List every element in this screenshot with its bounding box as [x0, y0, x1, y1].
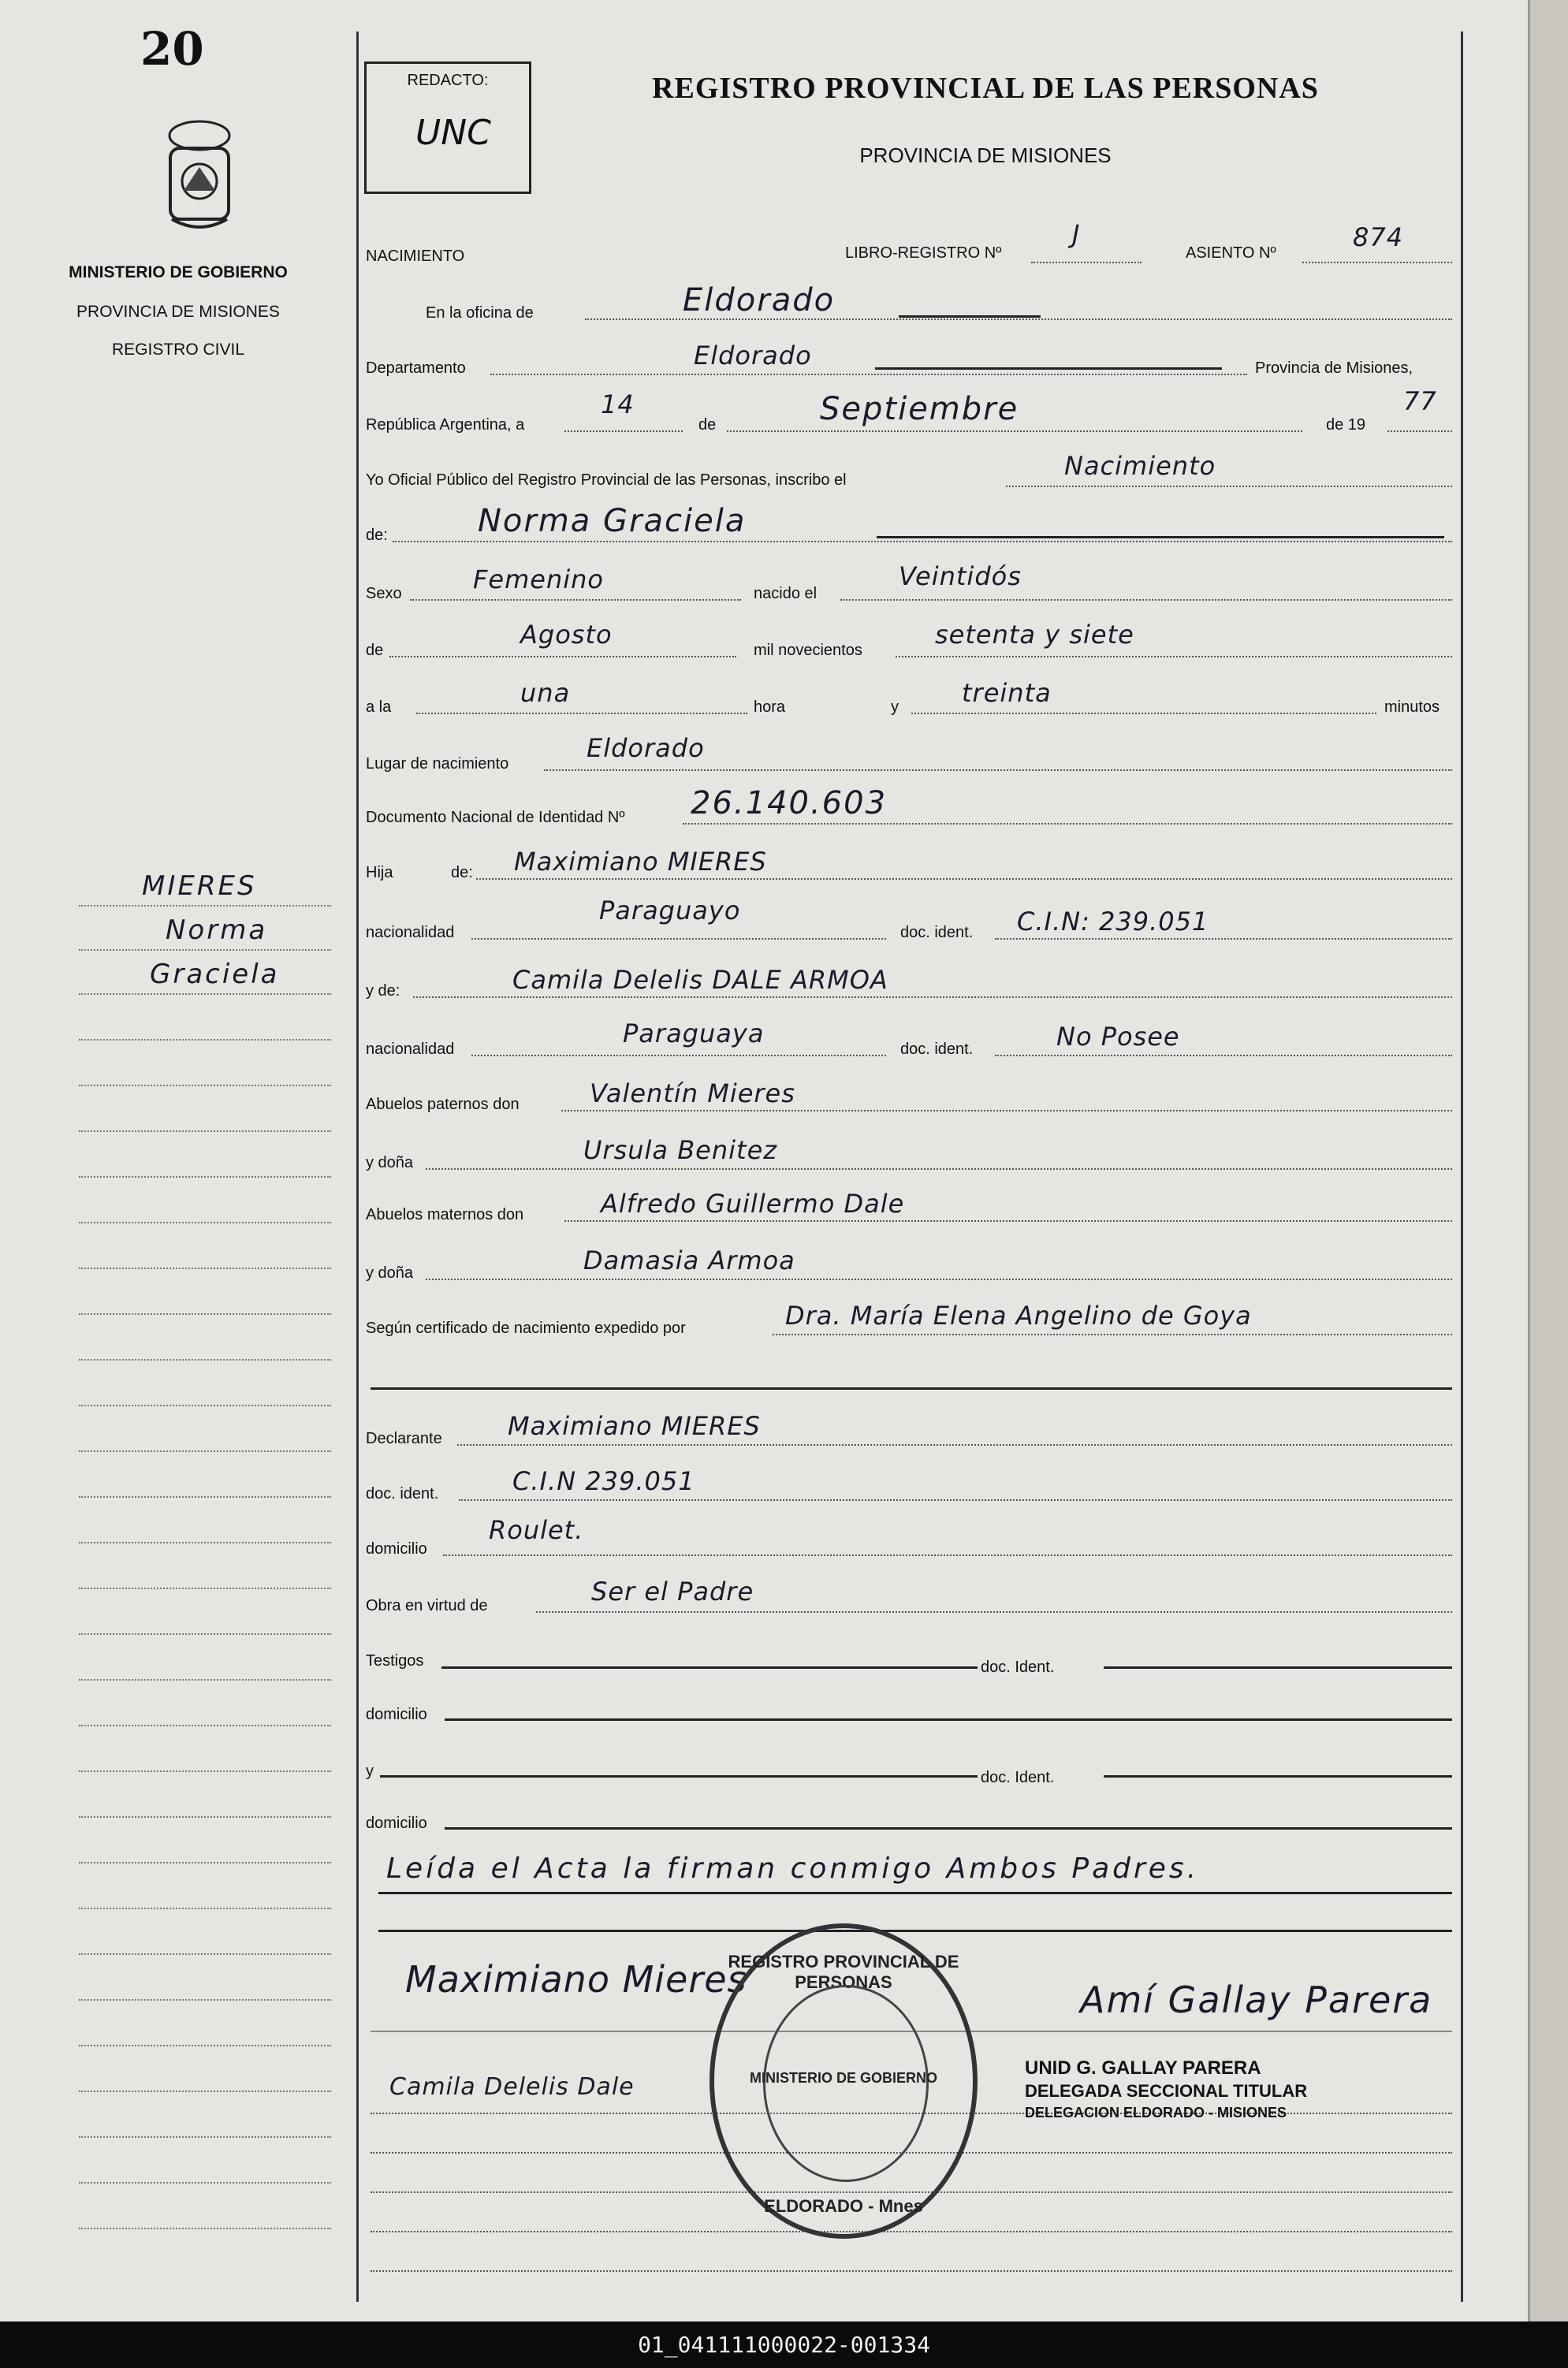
redacto-label: REDACTO:	[407, 72, 489, 89]
stamp-bottom-text: ELDORADO - Mnes	[764, 2196, 923, 2216]
departamento-value: Eldorado	[694, 341, 812, 370]
doc2-value: No Posee	[1056, 1022, 1180, 1052]
lugar-value: Eldorado	[587, 733, 705, 763]
doc1-value: C.I.N: 239.051	[1017, 907, 1209, 936]
nac2-label: nacionalidad	[366, 1041, 455, 1058]
minutos-label: minutos	[1384, 698, 1440, 716]
anio-value: 77	[1403, 386, 1437, 416]
closing-note: Leída el Acta la firman conmigo Ambos Padres.	[386, 1852, 1200, 1885]
abm2-value: Damasia Armoa	[583, 1245, 795, 1275]
obra-label: Obra en virtud de	[366, 1597, 488, 1614]
abp2-value: Ursula Benitez	[583, 1135, 778, 1165]
nac1-label: nacionalidad	[366, 924, 455, 941]
doc3-value: C.I.N 239.051	[512, 1466, 695, 1496]
oficial-value: Nacimiento	[1064, 451, 1216, 481]
abm-value: Alfredo Guillermo Dale	[601, 1189, 905, 1219]
docident-label: doc. ident.	[900, 924, 974, 941]
doc2-label: doc. ident.	[900, 1041, 974, 1058]
y2-label: y	[366, 1763, 374, 1780]
mother-signature: Camila Delelis Dale	[389, 2073, 635, 2101]
nacimiento-label: NACIMIENTO	[366, 248, 465, 265]
de-label: de	[698, 416, 717, 434]
right-border	[1461, 32, 1463, 2302]
testigos-label: Testigos	[366, 1652, 424, 1670]
sexo-value: Femenino	[473, 564, 604, 594]
hora-value: una	[520, 678, 571, 708]
mes-value: Septiembre	[820, 391, 1019, 427]
redacto-box	[364, 61, 531, 194]
padre-value: Maximiano MIERES	[514, 847, 767, 877]
hijo-label: Hija	[366, 864, 393, 881]
nac2-value: Paraguaya	[623, 1018, 765, 1048]
cert-value: Dra. María Elena Angelino de Goya	[785, 1301, 1252, 1331]
domicilio2-label: domicilio	[366, 1706, 427, 1723]
provincia-label: Provincia de Misiones,	[1255, 359, 1413, 377]
yde-label: y de:	[366, 982, 400, 1000]
de2-label: de:	[366, 527, 388, 544]
departamento-label: Departamento	[366, 359, 466, 377]
oficial-label: Yo Oficial Público del Registro Provincial de las Personas, inscribo el	[366, 471, 847, 489]
provincial-emblem-icon	[164, 118, 235, 236]
nacido-label: nacido el	[754, 585, 818, 602]
lugar-label: Lugar de nacimiento	[366, 755, 509, 773]
redacto-value: UNC	[415, 113, 491, 153]
ydona1-label: y doña	[366, 1154, 414, 1171]
ministry-registry: REGISTRO CIVIL	[111, 341, 245, 359]
dia-value: 14	[601, 389, 635, 419]
madre-value: Camila Delelis DALE ARMOA	[512, 965, 888, 995]
domicilio1-value: Roulet.	[489, 1515, 584, 1545]
declarante-label: Declarante	[366, 1430, 442, 1447]
de3-label: de	[366, 642, 384, 659]
dni-label: Documento Nacional de Identidad Nº	[366, 809, 625, 826]
margin-surname: MIERES	[142, 870, 257, 902]
mes2-value: Agosto	[520, 620, 613, 650]
officer-signature: Amí Gallay Parera	[1080, 1979, 1433, 2021]
abm-label: Abuelos maternos don	[366, 1206, 524, 1223]
republica-label: República Argentina, a	[366, 416, 525, 434]
ydona2-label: y doña	[366, 1264, 414, 1282]
margin-first-name: Norma	[166, 914, 268, 946]
declarante-value: Maximiano MIERES	[508, 1411, 761, 1441]
dni-value: 26.140.603	[691, 785, 888, 821]
ministry-province: PROVINCIA DE MISIONES	[76, 303, 280, 321]
nac1-value: Paraguayo	[599, 895, 741, 925]
page-edge	[1528, 0, 1568, 2321]
asiento-label: ASIENTO Nº	[1186, 244, 1276, 262]
hijo-de-label: de:	[451, 864, 473, 881]
officer-role: DELEGADA SECCIONAL TITULAR	[1025, 2081, 1308, 2101]
page-title: REGISTRO PROVINCIAL DE LAS PERSONAS	[652, 72, 1319, 105]
footer-id: 01_041111000022-001334	[0, 2321, 1568, 2368]
nombre-value: Norma Graciela	[478, 503, 747, 539]
cert-label: Según certificado de nacimiento expedido por	[366, 1320, 686, 1337]
domicilio3-label: domicilio	[366, 1815, 427, 1832]
nacido-value: Veintidós	[899, 561, 1022, 591]
anio2-value: setenta y siete	[935, 620, 1134, 650]
ala-label: a la	[366, 698, 392, 716]
ministry-title: MINISTERIO DE GOBIERNO	[69, 263, 288, 281]
asiento-value: 874	[1353, 222, 1404, 252]
libro-label: LIBRO-REGISTRO Nº	[845, 244, 1002, 262]
mil-label: mil novecientos	[754, 642, 862, 659]
minutos-value: treinta	[962, 678, 1052, 708]
hora-label: hora	[754, 698, 786, 716]
obra-value: Ser el Padre	[591, 1577, 754, 1607]
page-subtitle: PROVINCIA DE MISIONES	[859, 143, 1112, 167]
officer-place: DELEGACION ELDORADO - MISIONES	[1025, 2105, 1287, 2120]
libro-value: J	[1072, 219, 1081, 249]
page-number: 20	[140, 22, 204, 76]
official-stamp	[710, 1923, 978, 2239]
stamp-inner-text: MINISTERIO DE GOBIERNO	[749, 2070, 938, 2086]
domicilio1-label: domicilio	[366, 1540, 427, 1558]
margin-second-name: Graciela	[150, 959, 280, 990]
docid3-label: doc. ident.	[366, 1485, 439, 1502]
oficina-label: En la oficina de	[426, 304, 534, 322]
stamp-ring-text: REGISTRO PROVINCIAL DE PERSONAS	[728, 1952, 959, 1992]
father-signature: Maximiano Mieres	[405, 1958, 747, 2001]
sexo-label: Sexo	[366, 585, 402, 602]
officer-name: UNID G. GALLAY PARERA	[1025, 2057, 1261, 2079]
tdoc2-label: doc. Ident.	[981, 1769, 1055, 1786]
abp-value: Valentín Mieres	[590, 1078, 795, 1108]
margin-divider	[356, 32, 359, 2302]
tdoc1-label: doc. Ident.	[981, 1659, 1055, 1676]
abp-label: Abuelos paternos don	[366, 1096, 520, 1113]
anio-label: de 19	[1326, 416, 1366, 434]
oficina-value: Eldorado	[683, 282, 836, 318]
y-label: y	[891, 698, 899, 716]
